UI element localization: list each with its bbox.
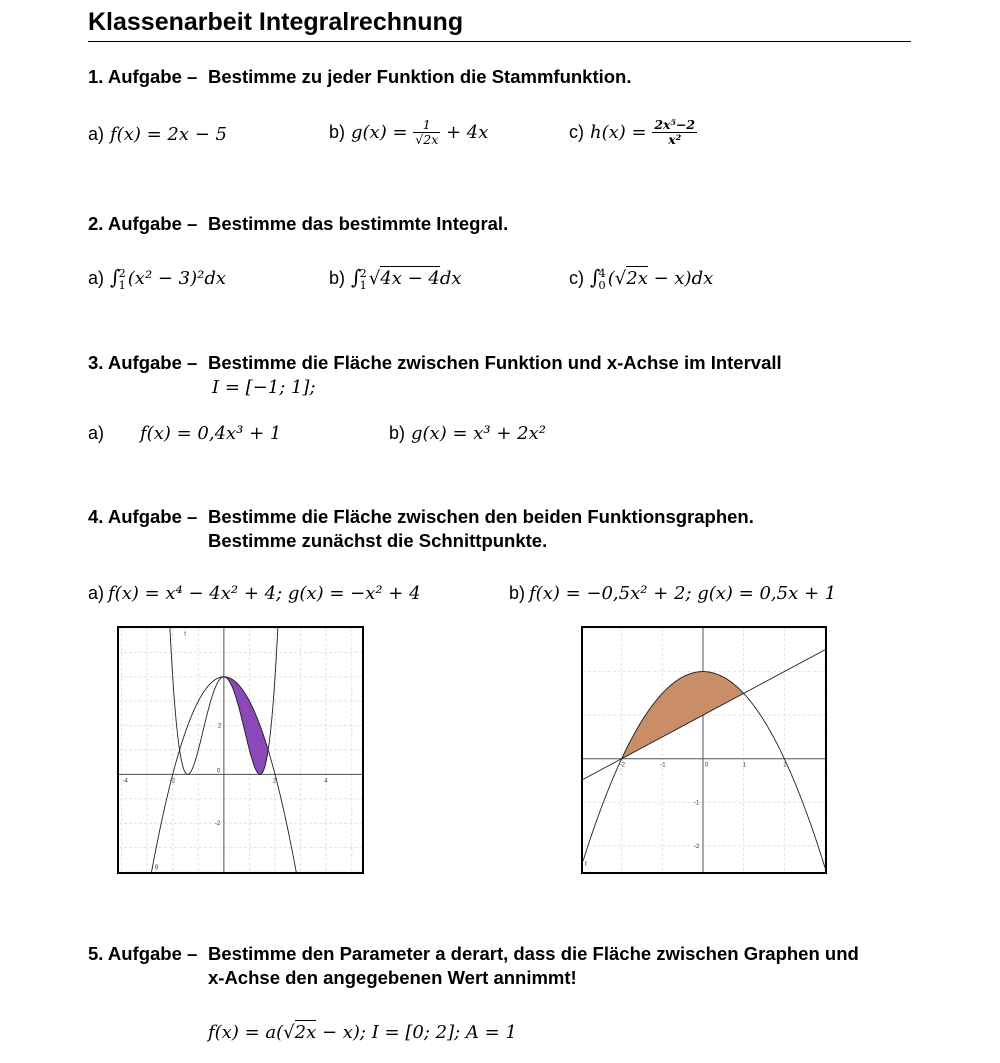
tick-label: g (154, 864, 159, 870)
task-5-text-2: x-Achse den angegebenen Wert annimmt! (208, 967, 577, 988)
radicand: 4x − 4 (380, 268, 440, 289)
task-5-expr (208, 1022, 517, 1043)
task-3-interval: I = [−1; 1]; (212, 377, 316, 398)
task-1c-lhs: h(x) = (590, 121, 647, 143)
integral-limits (359, 267, 366, 291)
task-4-label: 4. Aufgabe – (88, 506, 198, 527)
task-4a-expr: f(x) = x⁴ − 4x² + 4; g(x) = −x² + 4 (108, 583, 421, 604)
task-1-heading (88, 66, 632, 88)
tick-label: -2 (693, 843, 700, 850)
fraction-numerator: 1 (413, 118, 440, 133)
task-3-label: 3. Aufgabe – (88, 352, 198, 373)
sqrt-sign: √ (283, 1022, 295, 1043)
plot-a-canvas (119, 628, 362, 872)
integral-sign: ∫ (590, 265, 601, 289)
item-label: c) (569, 268, 584, 288)
tick-label: 0 (216, 768, 221, 775)
item-label: b) (329, 268, 346, 288)
tick-label: -2 (619, 762, 625, 769)
task-3b (389, 423, 546, 444)
item-label: b) (509, 583, 526, 603)
plot-b-canvas (583, 628, 825, 872)
item-label: a) (88, 423, 105, 443)
task-4-heading (88, 506, 754, 528)
integrand-tail: − x)dx (647, 268, 714, 289)
upper-limit: 2 (118, 265, 126, 280)
task-1c-fraction (652, 118, 697, 148)
task-3-text: Bestimme die Fläche zwischen Funktion und x-Achse im Intervall (208, 352, 782, 373)
tick-label: 2 (783, 762, 787, 769)
integrand-tail: dx (439, 268, 462, 289)
upper-limit: 2 (359, 265, 367, 280)
tick-label: 0 (704, 762, 709, 769)
task-1a-expr: f(x) = 2x − 5 (110, 124, 227, 145)
tick-label: 1 (742, 762, 746, 769)
task-2c (569, 265, 713, 291)
tick-label: 2 (273, 778, 277, 785)
plot-a (117, 626, 364, 874)
task-2-text: Bestimme das bestimmte Integral. (208, 213, 509, 234)
tick-label: -2 (169, 778, 176, 785)
item-label: b) (329, 121, 346, 142)
tick-label: -4 (122, 778, 128, 785)
fraction-denominator: √2x (415, 132, 439, 148)
tick-label: -2 (214, 821, 221, 828)
task-2-heading (88, 213, 508, 235)
task-1b-fraction (413, 118, 440, 148)
item-label: a) (88, 583, 105, 603)
tick-label: -1 (660, 762, 666, 769)
sqrt-sign: √ (614, 268, 627, 289)
task-1b-lhs: g(x) = (351, 121, 408, 143)
tick-label: f (184, 632, 186, 638)
tick-label: 2 (217, 723, 222, 730)
expr-post: − x); I = [0; 2]; A = 1 (316, 1022, 517, 1043)
task-4a (88, 583, 421, 604)
tick-label: -1 (693, 800, 700, 807)
lower-limit: 1 (118, 278, 126, 292)
task-3-heading (88, 352, 782, 374)
lower-limit: 1 (359, 278, 367, 292)
integral-sign: ∫ (351, 265, 362, 289)
task-3a (88, 423, 281, 444)
task-1-text: Bestimme zu jeder Funktion die Stammfunktion. (208, 66, 632, 87)
task-5-text: Bestimme den Parameter a derart, dass die Fläche zwischen Graphen und (208, 943, 859, 964)
radicand: 2x (294, 1022, 317, 1043)
task-3b-expr: g(x) = x³ + 2x² (411, 423, 546, 444)
item-label: b) (389, 423, 406, 443)
expr-pre: f(x) = a( (208, 1022, 284, 1043)
task-1-label: 1. Aufgabe – (88, 66, 198, 87)
integrand-open: ( (607, 268, 615, 289)
task-5-heading (88, 943, 859, 965)
task-5-label: 5. Aufgabe – (88, 943, 198, 964)
task-4-text: Bestimme die Fläche zwischen den beiden Funktionsgraphen. (208, 506, 754, 527)
integral-sign: ∫ (110, 265, 121, 289)
integral-limits (118, 267, 125, 291)
page-title: Klassenarbeit Integralrechnung (88, 8, 464, 36)
task-4b (509, 583, 836, 604)
task-2-label: 2. Aufgabe – (88, 213, 198, 234)
task-4-text-2: Bestimme zunächst die Schnittpunkte. (208, 530, 548, 551)
task-1b (329, 118, 488, 148)
item-label: a) (88, 124, 105, 144)
task-4b-expr: f(x) = −0,5x² + 2; g(x) = 0,5x + 1 (529, 583, 837, 604)
tick-label: 4 (324, 778, 328, 785)
radicand: 2x (626, 268, 648, 289)
integrand: (x² − 3)²dx (127, 268, 227, 289)
task-2a (88, 265, 226, 291)
task-3a-expr: f(x) = 0,4x³ + 1 (140, 423, 282, 444)
upper-limit: 4 (598, 265, 606, 280)
sqrt-sign: √ (368, 268, 381, 289)
fraction-denominator: x² (668, 132, 682, 148)
item-label: c) (569, 121, 584, 142)
fraction-numerator: 2x⁵−2 (654, 117, 696, 132)
lower-limit: 0 (598, 278, 606, 292)
curve-g (583, 650, 825, 780)
plot-b (581, 626, 827, 874)
task-1a (88, 124, 227, 145)
item-label: a) (88, 268, 105, 288)
integral-limits (598, 267, 605, 291)
tick-label: f (585, 862, 587, 868)
task-1c (569, 118, 697, 148)
task-2b (329, 265, 462, 291)
title-rule (88, 41, 911, 42)
task-1b-rest: + 4x (445, 121, 489, 143)
